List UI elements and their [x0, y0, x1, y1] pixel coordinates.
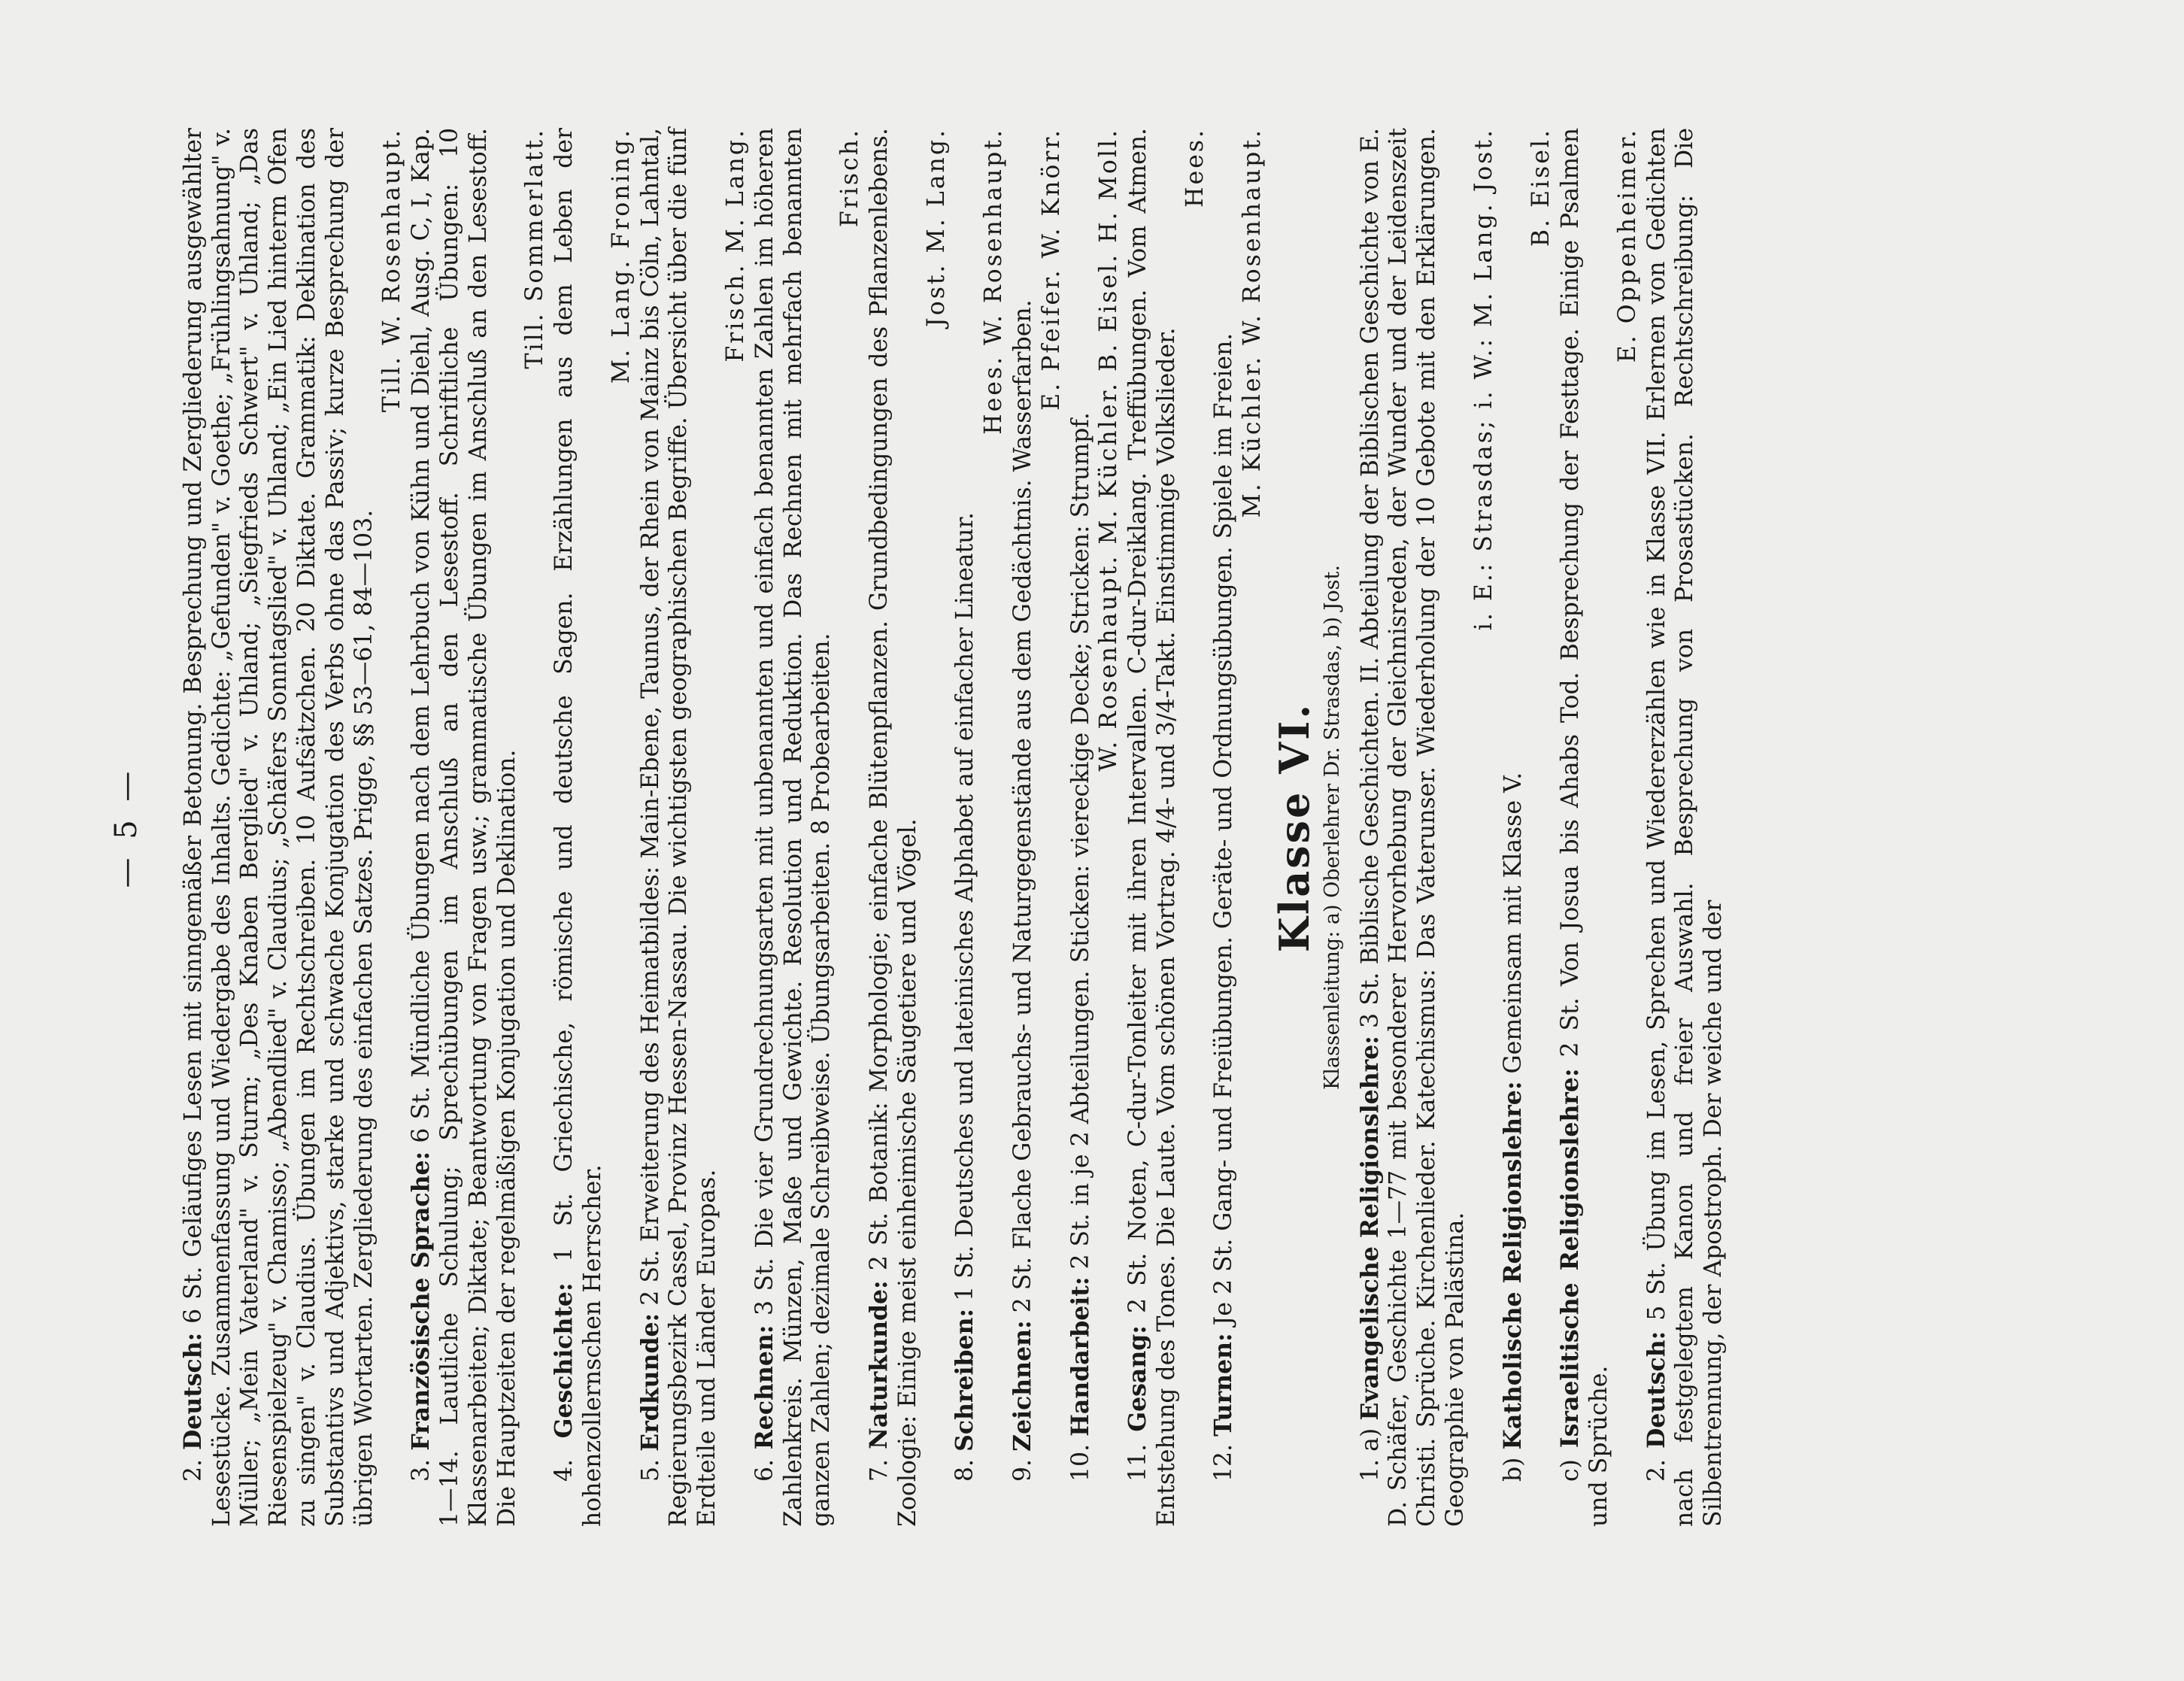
subject-text: 5 St. Übung im Lesen, Sprechen und Wiedererzählen wie in Klasse VII. Erlernen von Gedichten nach festgelegtem Kanon und freier Auswahl. Besprechung von Prosastücken. Rechtschreibung: Die Silbentrennung, der Apostroph. Der weiche und der: [1643, 127, 1727, 1527]
subject-label: Deutsch:: [178, 1332, 207, 1451]
subject-label: Deutsch:: [1642, 1331, 1670, 1449]
subject-text: 3 St. Die vier Grundrechnungsarten mit unbenannten und einfach benannten Zahlen im höheren Zahlenkreis. Münzen, Maße und Gewichte. Resolution und Reduktion. Das Rechnen mit mehrfach benannten ganzen Zahlen; dezimale Schreibweise. Übungsarbeiten. 8 Probearbeiten.: [751, 127, 836, 1527]
teacher-signature: E. Pfeifer. W. Knörr.: [1037, 128, 1065, 411]
subject-number: 8.: [951, 1458, 979, 1482]
teacher-signature: W. Rosenhaupt. M. Küchler. B. Eisel. H. Moll.: [1095, 128, 1123, 772]
teacher-signature: Jost. M. Lang.: [922, 128, 950, 327]
teacher-signature: B. Eisel.: [1527, 128, 1555, 247]
subject-text: Gemeinsam mit Klasse V.: [1499, 772, 1527, 1074]
subject-number: 2.: [179, 1458, 207, 1482]
subject-label: Geschichte:: [550, 1282, 578, 1439]
subject-label: Turnen:: [1209, 1333, 1238, 1437]
subject-paragraph: [1356, 128, 1499, 1527]
subject-paragraph: [1209, 128, 1267, 1527]
teacher-signature: M. Küchler. W. Rosenhaupt.: [1239, 128, 1266, 518]
subject-label: Katholische Religionslehre:: [1498, 1081, 1527, 1450]
subject-label: Naturkunde:: [864, 1280, 893, 1449]
subject-number: 1. a): [1356, 1428, 1384, 1482]
subject-text: 2 St. Erweiterung des Heimatbildes: Main-Ebene, Taunus, der Rhein von Mainz bis Cöln, Lahntal, Regierungsbezirk Cassel, Provinz Hessen-Nassau. Die wichtigsten geographischen Begriffe. Übersicht über die fünf Erdteile und Länder Europas.: [636, 127, 721, 1527]
subject-number: 12.: [1210, 1443, 1238, 1482]
subject-paragraph: [407, 128, 550, 1527]
subject-paragraph: [636, 128, 751, 1527]
subject-paragraph: [1066, 128, 1124, 1527]
subject-paragraph: [179, 128, 407, 1527]
class-leadership: Klassenleitung: a) Oberlehrer Dr. Strasdas, b) Jost.: [1320, 565, 1344, 1090]
subject-paragraph: [550, 128, 635, 1527]
class-vii-sections: [179, 128, 1267, 1527]
subject-paragraph: [1499, 128, 1557, 1527]
subject-label: Rechnen:: [750, 1324, 778, 1450]
subject-paragraph: [951, 128, 1009, 1527]
page-content: [109, 127, 1728, 1527]
class-heading: Klasse VI.: [1270, 702, 1319, 953]
subject-label: Erdkunde:: [635, 1312, 664, 1452]
subject-text: 2 St. in je 2 Abteilungen. Sticken: viereckige Decke; Stricken: Strumpf.: [1066, 412, 1094, 1270]
subject-text: Je 2 St. Gang- und Freiübungen. Geräte- und Ordnungsübungen. Spiele im Freien.: [1210, 332, 1238, 1326]
subject-paragraph: [1124, 128, 1209, 1527]
teacher-signature: Frisch.: [836, 128, 864, 228]
teacher-signature: Till. W. Rosenhaupt.: [378, 128, 406, 413]
subject-number: 5.: [636, 1458, 664, 1482]
subject-text: 1 St. Deutsches und lateinisches Alphabet auf einfacher Lineatur.: [951, 511, 979, 1301]
subject-text: 2 St. Botanik: Morphologie; einfache Blütenpflanzen. Grundbedingungen des Pflanzenlebens. Zoologie: Einige meist einheimische Säugetiere und Vögel.: [865, 128, 921, 1527]
teacher-signature: Hees. W. Rosenhaupt.: [980, 128, 1008, 435]
subject-label: Zeichnen:: [1008, 1320, 1036, 1452]
subject-text: 6 St. Mündliche Übungen nach dem Lehrbuch von Kühn und Diehl, Ausg. C, I, Kap. 1—14. Lautliche Schulung; Sprechübungen im Anschluß an den Lesestoff. Schriftliche Übungen: 10 Klassenarbeiten; Diktate; Beantwortung von Fragen usw.; grammatische Übungen im Anschluß an den Lesestoff. Die Hauptzeiten der regelmäßigen Konjugation und Deklination.: [408, 127, 520, 1527]
subject-number: 2.: [1643, 1458, 1670, 1482]
subject-number: b): [1499, 1457, 1527, 1482]
subject-text: 2 St. Noten, C-dur-Tonleiter mit ihren Intervallen. C-dur-Dreiklang. Treffübungen. Vom Atmen. Entstehung des Tones. Die Laute. Vom schönen Vortrag. 4/4- und 3/4-Takt. Einstimmige Volkslieder.: [1124, 128, 1180, 1527]
subject-number: 9.: [1009, 1458, 1036, 1482]
subject-paragraph: [1009, 128, 1066, 1527]
subject-paragraph: [751, 128, 865, 1527]
subject-number: 11.: [1124, 1443, 1152, 1482]
subject-text: 1 St. Griechische, römische und deutsche Sagen. Erzählungen aus dem Leben der hohenzollernschen Herrscher.: [551, 127, 606, 1527]
subject-number: 10.: [1066, 1443, 1094, 1482]
subject-paragraph: [1556, 128, 1642, 1527]
subject-text: 2 St. Von Josua bis Ahabs Tod. Besprechung der Festtage. Einige Psalmen und Sprüche.: [1557, 128, 1613, 1527]
teacher-signature: E. Oppenheimer.: [1613, 128, 1641, 363]
subject-number: 3.: [408, 1458, 435, 1482]
subject-number: c): [1557, 1459, 1585, 1482]
teacher-signature: M. Lang. Froning.: [607, 128, 635, 384]
subject-label: Israelitische Religionslehre:: [1556, 1068, 1585, 1449]
subject-label: Französische Sprache:: [407, 1151, 435, 1451]
subject-label: Handarbeit:: [1066, 1276, 1094, 1437]
subject-number: 4.: [551, 1458, 578, 1482]
subject-text: 6 St. Geläufiges Lesen mit sinngemäßer Betonung. Besprechung und Zergliederung ausgewählter Lesestücke. Zusammenfassung und Wiedergabe des Inhalts. Gedichte: „Gefunden" v. Goethe; „Frühlingsahnung" v. Müller; „Mein Vaterland" v. Sturm; „Des Knaben Berglied" v. Uhland; „Siegfrieds Schwert" v. Uhland; „Das Riesenspielzeug" v. Chamisso; „Abendlied" v. Claudius; „Schäfers Sonntagslied" v. Uhland; „Ein Lied hinterm Ofen zu singen" v. Claudius. Übungen im Rechtschreiben. 10 Aufsätzchen. 20 Diktate. Grammatik: Deklination des Substantivs und Adjektivs, starke und schwache Konjugation des Verbs ohne das Passiv; kurze Besprechung der übrigen Wortarten. Zergliederung des einfachen Satzes. Prigge, §§ 53—61, 84—103.: [179, 128, 378, 1527]
teacher-signature: i. E.: Strasdas; i. W.: M. Lang. Jost.: [1470, 128, 1497, 631]
subject-paragraph: [865, 128, 951, 1527]
teacher-signature: Hees.: [1181, 128, 1209, 208]
page-number: — 5 —: [109, 766, 144, 888]
subject-text: 3 St. Biblische Geschichten. II. Abteilung der Biblischen Geschichte von E. D. Schäfer, Geschichte 1—77 mit besonderer Hervorhebung der Gleichnisreden, der Wunder und der Leidenszeit Christi. Sprüche. Kirchenlieder. Katechismus: Das Vaterunser. Wiederholung der 10 Gebote mit den Erklärungen. Geographie von Palästina.: [1356, 128, 1470, 1527]
subject-number: 6.: [751, 1458, 778, 1482]
class-vi-sections: [1356, 128, 1728, 1527]
teacher-signature: Frisch. M. Lang.: [721, 128, 749, 363]
subject-text: 2 St. Flache Gebrauchs- und Naturgegenstände aus dem Gedächtnis. Wasserfarben.: [1009, 299, 1036, 1313]
subject-paragraph: [1643, 128, 1728, 1527]
subject-label: Gesang:: [1124, 1325, 1152, 1432]
subject-number: 7.: [865, 1458, 893, 1482]
subject-label: Evangelische Religionslehre:: [1355, 1036, 1384, 1421]
subject-label: Schreiben:: [951, 1308, 979, 1452]
teacher-signature: Till. Sommerlatt.: [521, 128, 549, 369]
